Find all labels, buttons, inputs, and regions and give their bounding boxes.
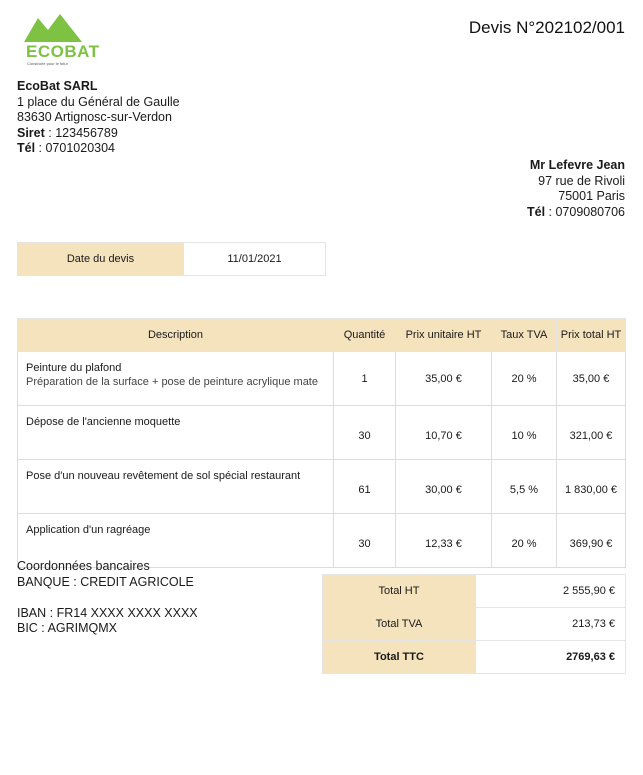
client-name: Mr Lefevre Jean bbox=[529, 158, 625, 172]
company-info bbox=[17, 79, 180, 157]
header-vat-rate: Taux TVA bbox=[492, 319, 557, 352]
table-row bbox=[18, 406, 626, 460]
company-siret bbox=[17, 126, 180, 142]
item-total: 1 830,00 € bbox=[557, 460, 626, 514]
item-unit-price: 12,33 € bbox=[396, 514, 492, 568]
item-unit-price: 35,00 € bbox=[396, 352, 492, 406]
item-title: Dépose de l'ancienne moquette bbox=[26, 416, 181, 428]
company-name: EcoBat SARL bbox=[17, 79, 98, 93]
item-detail: Préparation de la surface + pose de peinture acrylique mate bbox=[26, 376, 318, 388]
items-header-row bbox=[18, 319, 626, 352]
item-title: Peinture du plafond bbox=[26, 362, 122, 374]
item-title: Application d'un ragréage bbox=[26, 524, 151, 536]
item-quantity: 30 bbox=[334, 514, 396, 568]
item-title: Pose d'un nouveau revêtement de sol spécial restaurant bbox=[26, 470, 301, 482]
client-tel-label: Tél bbox=[526, 204, 546, 219]
total-tva-label: Total TVA bbox=[323, 608, 476, 641]
item-vat-rate: 5,5 % bbox=[492, 460, 557, 514]
total-ttc-value: 2769,63 € bbox=[476, 641, 626, 674]
document-title: Devis N°202102/001 bbox=[468, 18, 625, 37]
item-vat-rate: 10 % bbox=[492, 406, 557, 460]
total-ht-value: 2 555,90 € bbox=[476, 575, 626, 608]
header-total-price: Prix total HT bbox=[557, 319, 626, 352]
header-unit-price: Prix unitaire HT bbox=[396, 319, 492, 352]
client-tel-value: : 0709080706 bbox=[545, 204, 625, 219]
item-description bbox=[18, 352, 334, 406]
total-ht-label: Total HT bbox=[323, 575, 476, 608]
company-phone bbox=[17, 141, 180, 157]
items-table bbox=[17, 318, 626, 568]
company-tel-value: : 0701020304 bbox=[35, 141, 116, 155]
company-logo bbox=[22, 12, 100, 72]
logo-tagline: Construire pour le futur bbox=[27, 61, 68, 66]
table-row bbox=[18, 352, 626, 406]
siret-label: Siret bbox=[17, 125, 45, 140]
logo-wordmark: ECOBAT bbox=[26, 42, 100, 61]
company-tel-label: Tél bbox=[17, 141, 36, 155]
item-total: 369,90 € bbox=[557, 514, 626, 568]
quote-date-table bbox=[17, 242, 326, 276]
bank-bic: BIC : AGRIMQMX bbox=[17, 621, 118, 635]
quote-date-label: Date du devis bbox=[18, 243, 184, 276]
item-description bbox=[18, 406, 334, 460]
item-quantity: 1 bbox=[334, 352, 396, 406]
bank-details bbox=[17, 559, 198, 637]
totals-table bbox=[322, 574, 626, 674]
total-tva-row bbox=[323, 608, 626, 641]
table-row bbox=[18, 460, 626, 514]
total-ttc-label: Total TTC bbox=[323, 641, 476, 674]
item-vat-rate: 20 % bbox=[492, 352, 557, 406]
bank-iban: IBAN : FR14 XXXX XXXX XXXX bbox=[17, 605, 198, 620]
company-address-line2: 83630 Artignosc-sur-Verdon bbox=[17, 110, 172, 124]
bank-heading: Coordonnées bancaires bbox=[17, 559, 150, 573]
item-unit-price: 10,70 € bbox=[396, 406, 492, 460]
item-quantity: 30 bbox=[334, 406, 396, 460]
quote-date-value: 11/01/2021 bbox=[184, 243, 326, 276]
item-unit-price: 30,00 € bbox=[396, 460, 492, 514]
header-description: Description bbox=[18, 319, 334, 352]
item-total: 35,00 € bbox=[557, 352, 626, 406]
item-total: 321,00 € bbox=[557, 406, 626, 460]
company-address-line1: 1 place du Général de Gaulle bbox=[17, 94, 180, 109]
header-quantity: Quantité bbox=[334, 319, 396, 352]
client-phone bbox=[527, 205, 625, 221]
total-tva-value: 213,73 € bbox=[476, 608, 626, 641]
client-address-line1: 97 rue de Rivoli bbox=[538, 173, 625, 188]
bank-name: BANQUE : CREDIT AGRICOLE bbox=[17, 574, 194, 589]
total-ttc-row bbox=[323, 641, 626, 674]
total-ht-row bbox=[323, 575, 626, 608]
house-roof-icon bbox=[22, 12, 84, 42]
item-quantity: 61 bbox=[334, 460, 396, 514]
siret-value: : 123456789 bbox=[44, 125, 118, 140]
item-vat-rate: 20 % bbox=[492, 514, 557, 568]
item-description bbox=[18, 460, 334, 514]
client-address-line2: 75001 Paris bbox=[558, 189, 625, 203]
client-info bbox=[527, 158, 625, 220]
